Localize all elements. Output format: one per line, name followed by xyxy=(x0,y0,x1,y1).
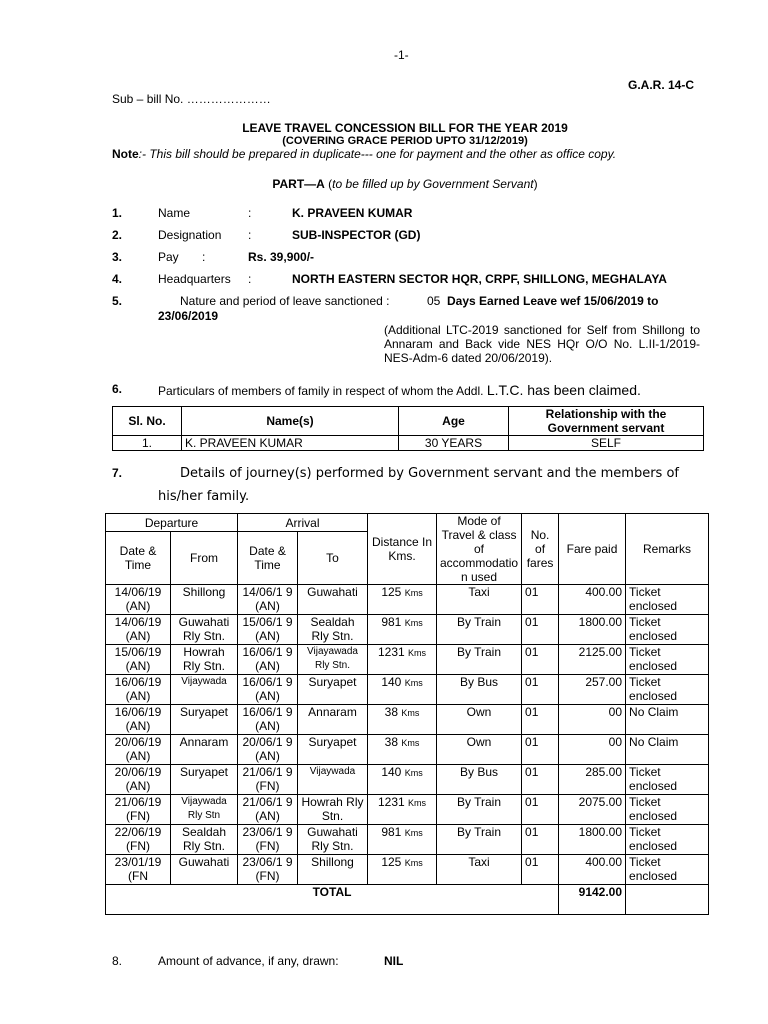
cell-fare-paid: 285.00 xyxy=(559,765,626,795)
cell-remarks: Ticket enclosed xyxy=(626,825,709,855)
cell-distance xyxy=(368,645,437,675)
cell-mode: By Bus xyxy=(437,765,522,795)
cell-distance xyxy=(368,705,437,735)
family-cell-name: K. PRAVEEN KUMAR xyxy=(182,436,399,451)
cell-from: Shillong xyxy=(171,585,238,615)
cell-mode: Own xyxy=(437,735,522,765)
cell-departure-date: 16/06/19 (AN) xyxy=(106,675,171,705)
cell-fare-paid: 257.00 xyxy=(559,675,626,705)
family-cell-age: 30 YEARS xyxy=(399,436,509,451)
cell-arrival-date: 23/06/1 9 (FN) xyxy=(238,855,298,885)
table-row xyxy=(106,825,709,855)
header-fare-paid: Fare paid xyxy=(559,514,626,585)
field-2-number: 2. xyxy=(112,228,123,242)
distance-unit: Kms xyxy=(404,828,423,838)
distance-unit: Kms xyxy=(404,768,423,778)
header-from: From xyxy=(171,532,238,585)
cell-to: Guwahati Rly Stn. xyxy=(298,825,368,855)
field-4-number: 4. xyxy=(112,272,123,286)
cell-to: Sealdah Rly Stn. xyxy=(298,615,368,645)
field-2-label: Designation xyxy=(158,228,222,242)
cell-distance xyxy=(368,795,437,825)
header-arrival-date: Date & Time xyxy=(238,532,298,585)
cell-arrival-date: 21/06/1 9 (FN) xyxy=(238,765,298,795)
item-5-label: Nature and period of leave sanctioned : xyxy=(180,294,390,308)
distance-unit: Kms xyxy=(404,618,423,628)
header-distance: Distance In Kms. xyxy=(368,514,437,585)
item-7-number: 7. xyxy=(112,466,123,480)
cell-distance xyxy=(368,675,437,705)
cell-remarks: Ticket enclosed xyxy=(626,855,709,885)
distance-value: 1231 xyxy=(377,795,405,809)
cell-departure-date: 22/06/19 (FN) xyxy=(106,825,171,855)
field-3-sep: : xyxy=(202,250,206,264)
cell-remarks: Ticket enclosed xyxy=(626,645,709,675)
field-1-label: Name xyxy=(158,206,191,220)
table-row xyxy=(106,795,709,825)
cell-departure-date: 14/06/19 (AN) xyxy=(106,585,171,615)
item-6-text xyxy=(158,382,641,398)
note xyxy=(112,147,616,161)
total-remarks-empty xyxy=(626,885,709,915)
cell-fare-paid: 2075.00 xyxy=(559,795,626,825)
cell-mode: By Train xyxy=(437,645,522,675)
item-6-text-tail: L.T.C. has been claimed. xyxy=(486,382,641,398)
cell-to: Vijaywada xyxy=(298,765,368,795)
cell-fare-paid: 400.00 xyxy=(559,855,626,885)
cell-mode: By Train xyxy=(437,615,522,645)
cell-distance xyxy=(368,585,437,615)
header-to: To xyxy=(298,532,368,585)
cell-fares: 01 xyxy=(522,645,559,675)
item-7-text: Details of journey(s) performed by Government servant and the members of xyxy=(180,466,679,481)
journey-table xyxy=(105,513,709,915)
cell-departure-date: 21/06/19 (FN) xyxy=(106,795,171,825)
field-4-sep: : xyxy=(248,272,252,286)
cell-remarks: Ticket enclosed xyxy=(626,585,709,615)
cell-from: Sealdah Rly Stn. xyxy=(171,825,238,855)
cell-arrival-date: 14/06/1 9 (AN) xyxy=(238,585,298,615)
field-1-number: 1. xyxy=(112,206,123,220)
distance-value: 140 xyxy=(381,765,402,779)
cell-departure-date: 23/01/19 (FN xyxy=(106,855,171,885)
table-row xyxy=(106,645,709,675)
table-row xyxy=(106,735,709,765)
field-4-value: NORTH EASTERN SECTOR HQR, CRPF, SHILLONG, MEGHALAYA xyxy=(292,272,667,286)
document-subtitle: (COVERING GRACE PERIOD UPTO 31/12/2019) xyxy=(282,135,528,147)
cell-arrival-date: 16/06/1 9 (AN) xyxy=(238,675,298,705)
cell-fares: 01 xyxy=(522,765,559,795)
distance-value: 125 xyxy=(381,855,402,869)
cell-mode: Own xyxy=(437,705,522,735)
item-5-number: 5. xyxy=(112,294,123,308)
field-1-value: K. PRAVEEN KUMAR xyxy=(292,206,413,220)
item-8-value: NIL xyxy=(384,954,404,968)
header-departure-date: Date & Time xyxy=(106,532,171,585)
cell-to: Vijayawada Rly Stn. xyxy=(298,645,368,675)
header-remarks: Remarks xyxy=(626,514,709,585)
field-3-value: Rs. 39,900/- xyxy=(248,250,315,264)
cell-mode: Taxi xyxy=(437,585,522,615)
header-fares: No. of fares xyxy=(522,514,559,585)
distance-value: 981 xyxy=(381,825,402,839)
part-heading: PART—A (to be filled up by Government Servant) xyxy=(272,177,538,191)
cell-distance xyxy=(368,765,437,795)
distance-unit: Kms xyxy=(404,858,423,868)
cell-from: Vijaywada Rly Stn xyxy=(171,795,238,825)
cell-departure-date: 14/06/19 (AN) xyxy=(106,615,171,645)
field-3-label: Pay xyxy=(158,250,179,264)
item-8-label: Amount of advance, if any, drawn: xyxy=(158,954,339,968)
cell-arrival-date: 16/06/1 9 (AN) xyxy=(238,645,298,675)
note-text: :- This bill should be prepared in duplicate--- one for payment and the other as office copy. xyxy=(138,147,617,161)
field-1-sep: : xyxy=(248,206,252,220)
item-5-note: (Additional LTC-2019 sanctioned for Self from Shillong to Annaram and Back vide NES HQr O/O No. L.II-1/2019-NES-Adm-6 dated 20/06/2019). xyxy=(384,323,700,365)
family-table xyxy=(112,406,704,451)
cell-remarks: No Claim xyxy=(626,735,709,765)
field-4-label: Headquarters xyxy=(158,272,231,286)
cell-departure-date: 20/06/19 (AN) xyxy=(106,735,171,765)
item-6-text-main: Particulars of members of family in respect of whom the Addl. xyxy=(158,384,484,398)
cell-from: Suryapet xyxy=(171,705,238,735)
cell-remarks: No Claim xyxy=(626,705,709,735)
cell-arrival-date: 21/06/1 9 (AN) xyxy=(238,795,298,825)
note-label: Note xyxy=(112,147,139,161)
distance-value: 1231 xyxy=(377,645,405,659)
table-row xyxy=(106,585,709,615)
cell-fare-paid: 1800.00 xyxy=(559,825,626,855)
cell-arrival-date: 20/06/1 9 (AN) xyxy=(238,735,298,765)
cell-remarks: Ticket enclosed xyxy=(626,765,709,795)
cell-fares: 01 xyxy=(522,795,559,825)
cell-fare-paid: 1800.00 xyxy=(559,615,626,645)
cell-remarks: Ticket enclosed xyxy=(626,795,709,825)
cell-mode: By Bus xyxy=(437,675,522,705)
cell-to: Suryapet xyxy=(298,735,368,765)
field-2-sep: : xyxy=(248,228,252,242)
family-header-sl: Sl. No. xyxy=(113,407,182,436)
distance-unit: Kms xyxy=(404,678,423,688)
table-row xyxy=(106,855,709,885)
distance-value: 38 xyxy=(384,705,398,719)
cell-remarks: Ticket enclosed xyxy=(626,615,709,645)
cell-arrival-date: 16/06/1 9 (AN) xyxy=(238,705,298,735)
document-title: LEAVE TRAVEL CONCESSION BILL FOR THE YEAR 2019 xyxy=(242,121,568,135)
distance-value: 140 xyxy=(381,675,402,689)
cell-to: Howrah Rly Stn. xyxy=(298,795,368,825)
family-header-relationship: Relationship with the Government servant xyxy=(509,407,704,436)
distance-unit: Kms xyxy=(401,708,420,718)
part-label: PART—A xyxy=(272,177,325,191)
item-7-text-cont: his/her family. xyxy=(158,489,250,504)
cell-fares: 01 xyxy=(522,615,559,645)
distance-unit: Kms xyxy=(408,798,427,808)
cell-departure-date: 16/06/19 (AN) xyxy=(106,705,171,735)
field-3-number: 3. xyxy=(112,250,123,264)
cell-departure-date: 15/06/19 (AN) xyxy=(106,645,171,675)
cell-fares: 01 xyxy=(522,675,559,705)
cell-departure-date: 20/06/19 (AN) xyxy=(106,765,171,795)
cell-fares: 01 xyxy=(522,735,559,765)
field-2-value: SUB-INSPECTOR (GD) xyxy=(292,228,421,242)
cell-mode: Taxi xyxy=(437,855,522,885)
distance-value: 125 xyxy=(381,585,402,599)
total-row xyxy=(106,885,709,915)
table-row xyxy=(113,436,704,451)
family-header-name: Name(s) xyxy=(182,407,399,436)
cell-fare-paid: 400.00 xyxy=(559,585,626,615)
table-row xyxy=(106,705,709,735)
cell-fare-paid: 00 xyxy=(559,735,626,765)
page-number: -1- xyxy=(394,48,409,62)
table-row xyxy=(106,675,709,705)
form-code: G.A.R. 14-C xyxy=(628,78,695,92)
table-row xyxy=(106,615,709,645)
distance-value: 38 xyxy=(384,735,398,749)
family-cell-relationship: SELF xyxy=(509,436,704,451)
header-mode: Mode of Travel & class of accommodatio n used xyxy=(437,514,522,585)
item-5-value: Days Earned Leave wef 15/06/2019 to xyxy=(447,294,659,308)
cell-to: Suryapet xyxy=(298,675,368,705)
cell-to: Guwahati xyxy=(298,585,368,615)
part-note: to be filled up by Government Servant xyxy=(332,177,534,191)
item-5-count: 05 xyxy=(427,294,441,308)
family-cell-sl: 1. xyxy=(113,436,182,451)
cell-from: Guwahati xyxy=(171,855,238,885)
distance-value: 981 xyxy=(381,615,402,629)
cell-distance xyxy=(368,735,437,765)
cell-remarks: Ticket enclosed xyxy=(626,675,709,705)
cell-distance xyxy=(368,615,437,645)
table-row xyxy=(106,765,709,795)
cell-mode: By Train xyxy=(437,825,522,855)
cell-distance xyxy=(368,825,437,855)
cell-from: Annaram xyxy=(171,735,238,765)
cell-fares: 01 xyxy=(522,585,559,615)
item-8-number: 8. xyxy=(112,954,123,968)
cell-from: Guwahati Rly Stn. xyxy=(171,615,238,645)
total-value: 9142.00 xyxy=(559,885,626,915)
distance-unit: Kms xyxy=(408,648,427,658)
cell-fare-paid: 2125.00 xyxy=(559,645,626,675)
item-6-number: 6. xyxy=(112,382,123,396)
cell-arrival-date: 23/06/1 9 (FN) xyxy=(238,825,298,855)
header-departure: Departure xyxy=(106,514,238,532)
header-arrival: Arrival xyxy=(238,514,368,532)
cell-fare-paid: 00 xyxy=(559,705,626,735)
cell-distance xyxy=(368,855,437,885)
distance-unit: Kms xyxy=(404,588,423,598)
item-5-value-end: 23/06/2019 xyxy=(158,309,219,323)
cell-from: Vijaywada xyxy=(171,675,238,705)
sub-bill-number: Sub – bill No. ………………… xyxy=(112,92,271,106)
cell-fares: 01 xyxy=(522,855,559,885)
cell-mode: By Train xyxy=(437,795,522,825)
family-header-age: Age xyxy=(399,407,509,436)
cell-arrival-date: 15/06/1 9 (AN) xyxy=(238,615,298,645)
distance-unit: Kms xyxy=(401,738,420,748)
cell-from: Suryapet xyxy=(171,765,238,795)
cell-to: Annaram xyxy=(298,705,368,735)
total-label: TOTAL xyxy=(106,885,559,915)
cell-fares: 01 xyxy=(522,705,559,735)
cell-fares: 01 xyxy=(522,825,559,855)
cell-to: Shillong xyxy=(298,855,368,885)
cell-from: Howrah Rly Stn. xyxy=(171,645,238,675)
